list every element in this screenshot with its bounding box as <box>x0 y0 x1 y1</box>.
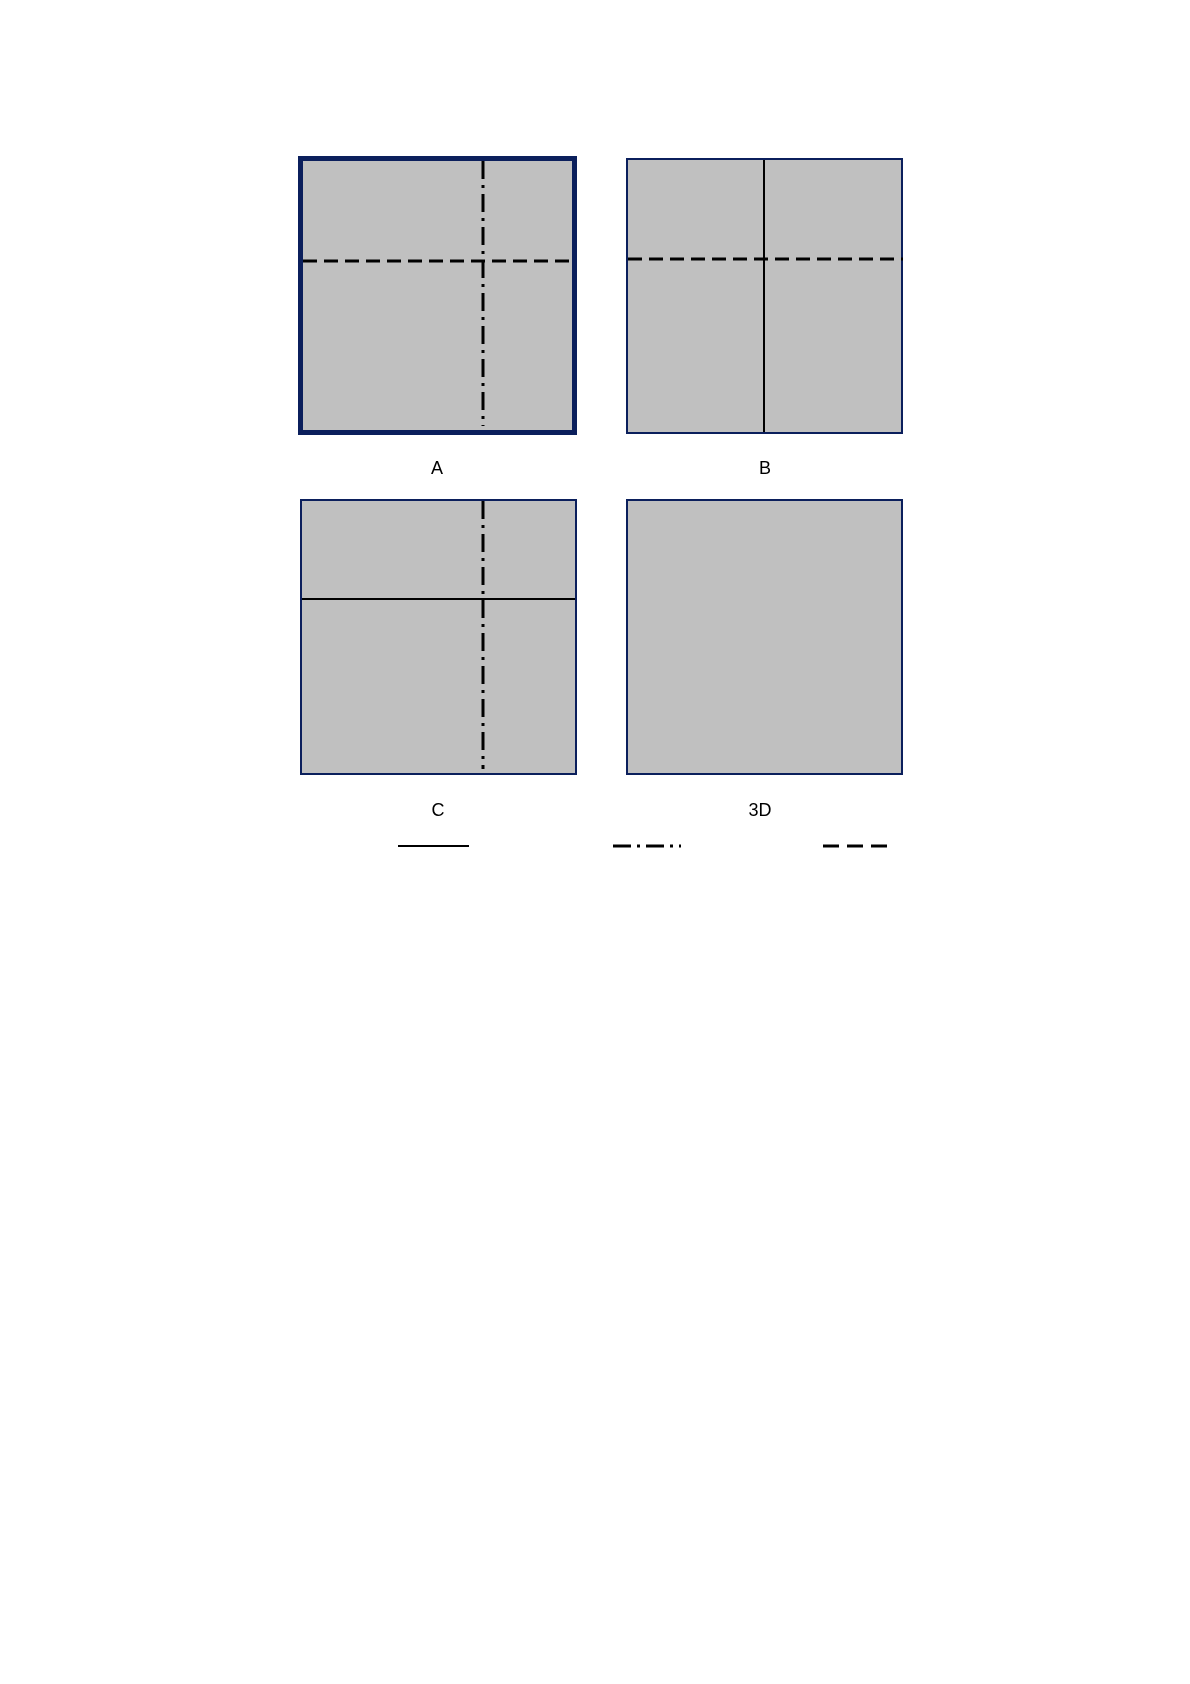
panel-3d <box>626 499 903 775</box>
legend-dashed-line <box>823 840 895 852</box>
panel-a-lines <box>303 161 572 430</box>
panel-b-label: B <box>758 458 771 478</box>
legend-solid-line <box>398 840 470 852</box>
legend-dash-dot-line <box>613 840 683 852</box>
panel-3d-label: 3D <box>748 800 772 820</box>
panel-c-label: C <box>431 800 445 820</box>
panel-a-label: A <box>430 458 443 478</box>
panel-b <box>626 158 903 434</box>
panel-c-lines <box>302 501 575 773</box>
panel-c <box>300 499 577 775</box>
panel-b-lines <box>628 160 901 432</box>
panel-a <box>298 156 577 435</box>
